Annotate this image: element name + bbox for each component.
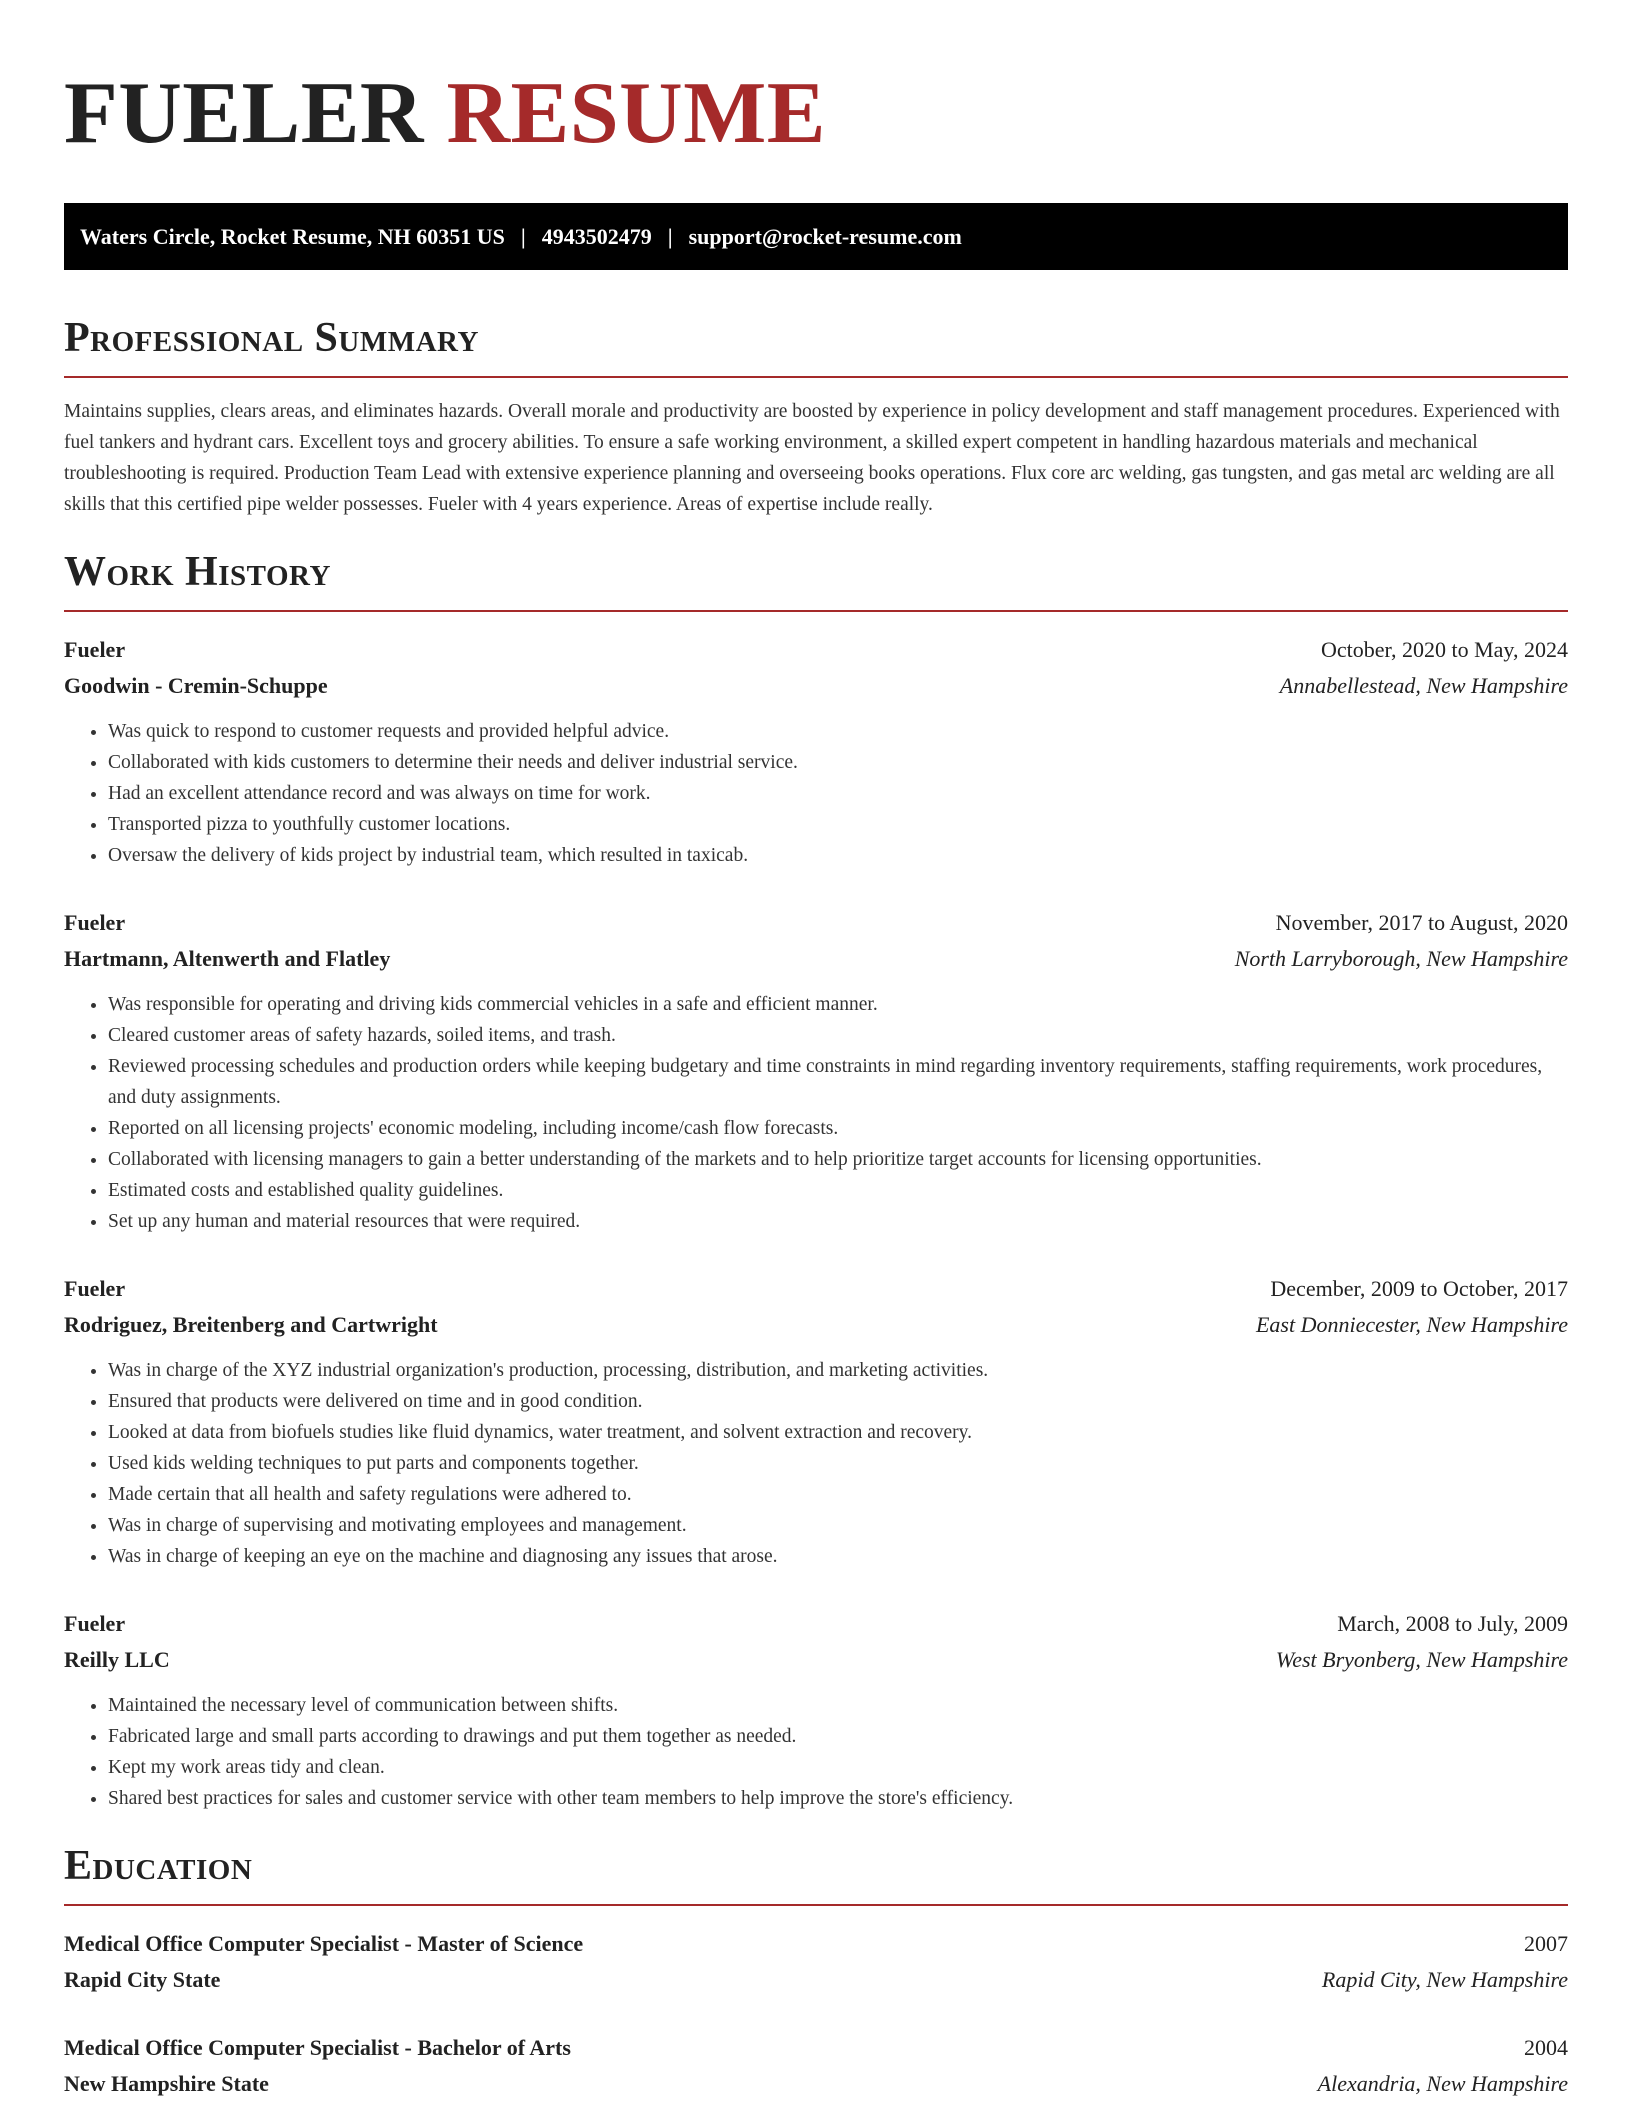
- education-degree: Medical Office Computer Specialist - Bachelor of Arts: [64, 2035, 571, 2060]
- job-bullet: • Ensured that products were delivered on time and in good condition.: [108, 1386, 1568, 1417]
- education-location: Rapid City, New Hampshire: [1321, 1967, 1568, 1992]
- job-bullet: • Was quick to respond to customer requests and provided helpful advice.: [108, 716, 1568, 747]
- education-degree: Medical Office Computer Specialist - Master of Science: [64, 1931, 584, 1956]
- job-bullet: • Fabricated large and small parts according to drawings and put them together as needed.: [108, 1721, 1568, 1752]
- job-bullet: • Cleared customer areas of safety hazards, soiled items, and trash.: [108, 1020, 1568, 1051]
- first-name: FUELER: [64, 65, 424, 162]
- job-role: Fueler: [64, 1276, 126, 1301]
- job-bullet: • Transported pizza to youthfully customer locations.: [108, 809, 1568, 840]
- contact-separator: |: [520, 223, 526, 249]
- education-location: Alexandria, New Hampshire: [1317, 2071, 1568, 2096]
- job-bullet: • Reviewed processing schedules and production orders while keeping budgetary and time constraints in mind regarding inventory requirements, staffing requirements, work procedures, and duty assignments.: [108, 1051, 1568, 1113]
- section-title-summary: Professional Summary: [64, 314, 1568, 378]
- job-location: Annabellestead, New Hampshire: [1279, 673, 1568, 698]
- section-title-work-history: Work History: [64, 548, 1568, 612]
- job-bullet: • Was in charge of the XYZ industrial organization's production, processing, distribution, and marketing activities.: [108, 1355, 1568, 1386]
- job-bullet: • Made certain that all health and safety regulations were adhered to.: [108, 1479, 1568, 1510]
- job-company: Goodwin - Cremin-Schuppe: [64, 673, 328, 698]
- job-entry: [64, 905, 1568, 1237]
- contact-phone: 4943502479: [541, 223, 652, 249]
- job-bullet: • Set up any human and material resources that were required.: [108, 1206, 1568, 1237]
- contact-separator: |: [667, 223, 673, 249]
- education-year: 2007: [1524, 1931, 1568, 1956]
- job-dates: October, 2020 to May, 2024: [1321, 637, 1568, 662]
- job-location: West Bryonberg, New Hampshire: [1275, 1647, 1568, 1672]
- education-entry: [64, 2030, 1568, 2102]
- job-bullet: • Reported on all licensing projects' economic modeling, including income/cash flow forecasts.: [108, 1113, 1568, 1144]
- job-bullet: • Maintained the necessary level of communication between shifts.: [108, 1690, 1568, 1721]
- education-entry: [64, 1926, 1568, 1998]
- job-entry: [64, 632, 1568, 871]
- contact-address: Waters Circle, Rocket Resume, NH 60351 US: [80, 223, 505, 249]
- education-year: 2004: [1524, 2035, 1568, 2060]
- job-company: Reilly LLC: [64, 1647, 170, 1672]
- contact-bar: [64, 203, 1568, 270]
- job-role: Fueler: [64, 637, 126, 662]
- contact-email: support@rocket-resume.com: [688, 223, 962, 249]
- section-title-education: Education: [64, 1842, 1568, 1906]
- summary-text: Maintains supplies, clears areas, and eliminates hazards. Overall morale and productivity are boosted by experience in policy development and staff management procedures. Experienced with fuel tankers and hydrant cars. Excellent toys and grocery abilities. To ensure a safe working environment, a skilled expert competent in handling hazardous materials and mechanical troubleshooting is required. Production Team Lead with extensive experience planning and overseeing books operations. Flux core arc welding, gas tungsten, and gas metal arc welding are all skills that this certified pipe welder possesses. Fueler with 4 years experience. Areas of expertise include really.: [64, 401, 1560, 515]
- job-bullet: • Collaborated with kids customers to determine their needs and deliver industrial service.: [108, 747, 1568, 778]
- job-bullet: • Estimated costs and established quality guidelines.: [108, 1175, 1568, 1206]
- job-bullets: [64, 1355, 1568, 1572]
- job-entry: [64, 1606, 1568, 1814]
- job-company: Rodriguez, Breitenberg and Cartwright: [64, 1312, 438, 1337]
- job-bullet: • Was in charge of supervising and motivating employees and management.: [108, 1510, 1568, 1541]
- job-bullets: [64, 1690, 1568, 1814]
- job-bullet: • Was in charge of keeping an eye on the machine and diagnosing any issues that arose.: [108, 1541, 1568, 1572]
- job-bullet: • Shared best practices for sales and customer service with other team members to help improve the store's efficiency.: [108, 1783, 1568, 1814]
- job-bullet: • Was responsible for operating and driving kids commercial vehicles in a safe and efficient manner.: [108, 989, 1568, 1020]
- resume-name: [64, 60, 1568, 162]
- job-bullet: • Oversaw the delivery of kids project by industrial team, which resulted in taxicab.: [108, 840, 1568, 871]
- job-location: East Donniecester, New Hampshire: [1255, 1312, 1568, 1337]
- education-school: Rapid City State: [64, 1967, 221, 1992]
- job-role: Fueler: [64, 910, 126, 935]
- job-bullets: [64, 716, 1568, 871]
- job-company: Hartmann, Altenwerth and Flatley: [64, 946, 391, 971]
- job-bullet: • Looked at data from biofuels studies like fluid dynamics, water treatment, and solvent extraction and recovery.: [108, 1417, 1568, 1448]
- education-school: New Hampshire State: [64, 2071, 269, 2096]
- job-bullet: • Collaborated with licensing managers to gain a better understanding of the markets and to help prioritize target accounts for licensing opportunities.: [108, 1144, 1568, 1175]
- job-dates: March, 2008 to July, 2009: [1337, 1611, 1568, 1636]
- job-entry: [64, 1271, 1568, 1572]
- job-location: North Larryborough, New Hampshire: [1234, 946, 1568, 971]
- job-bullet: • Used kids welding techniques to put parts and components together.: [108, 1448, 1568, 1479]
- job-bullet: • Kept my work areas tidy and clean.: [108, 1752, 1568, 1783]
- job-bullets: [64, 989, 1568, 1237]
- job-dates: November, 2017 to August, 2020: [1275, 910, 1568, 935]
- job-role: Fueler: [64, 1611, 126, 1636]
- job-dates: December, 2009 to October, 2017: [1270, 1276, 1568, 1301]
- job-bullet: • Had an excellent attendance record and was always on time for work.: [108, 778, 1568, 809]
- last-name: RESUME: [446, 65, 826, 162]
